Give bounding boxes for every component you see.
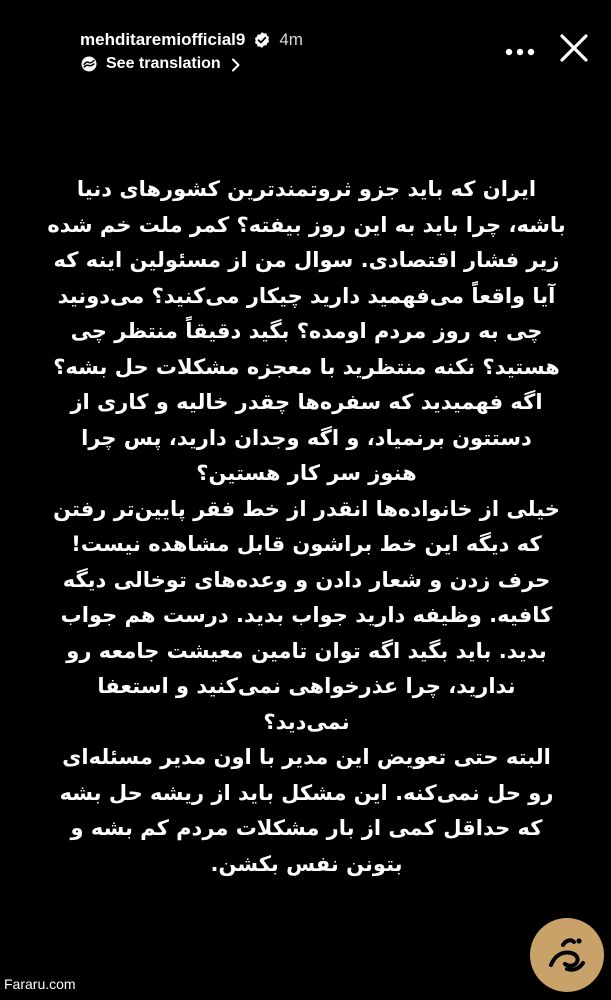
story-line: هنوز سر کار هستین؟: [196, 461, 417, 485]
story-line: نمی‌دید؟: [263, 709, 350, 734]
watermark-text: Fararu.com: [4, 976, 76, 992]
close-button[interactable]: [556, 32, 592, 68]
story-line: باشه، چرا باید به این روز بیفته؟ کمر ملت خم شده: [47, 212, 566, 237]
story-line: بدید. باید بگید اگه توان تامین معیشت جامعه رو: [66, 638, 547, 663]
story-text: [34, 172, 579, 882]
see-translation-label: See translation: [106, 55, 221, 72]
translate-icon: [80, 55, 98, 73]
story-line: رو حل نمی‌کنه. این مشکل باید از ریشه حل بشه: [59, 780, 554, 805]
user-row: [80, 30, 303, 50]
story-line: دستتون برنمیاد، و اگه وجدان دارید، پس چرا: [81, 425, 532, 450]
story-line: آیا واقعاً می‌فهمید دارید چیکار می‌کنید؟ می‌دونید: [57, 283, 556, 308]
story-line: کافیه. وظیفه دارید جواب بدید. درست هم جواب: [60, 603, 553, 627]
story-header: [0, 22, 611, 82]
more-options-button[interactable]: [502, 36, 538, 64]
chevron-right-icon: [231, 57, 241, 71]
story-line: هستید؟ نکنه منتظرید با معجزه مشکلات حل بشه؟: [53, 354, 560, 379]
story-time-ago: 4m: [279, 30, 303, 49]
story-line: البته حتی تعویض این مدیر با اون مدیر مسئله‌ای: [62, 745, 551, 769]
story-line: حرف زدن و شعار دادن و وعده‌های توخالی دیگه: [62, 567, 551, 592]
more-dots-icon: [505, 41, 535, 60]
fararu-logo: [530, 918, 604, 992]
verified-badge-icon: [253, 31, 271, 49]
story-line: زیر فشار اقتصادی. سوال من از مسئولین اینه که: [53, 248, 560, 272]
story-line: بتونن نفس بکشن.: [210, 851, 403, 876]
story-line: که حداقل کمی از بار مشکلات مردم کم بشه و: [70, 816, 543, 840]
story-line: که دیگه این خط براشون قابل مشاهده نیست!: [71, 532, 542, 556]
see-translation-button[interactable]: [80, 55, 241, 73]
username[interactable]: mehditaremiofficial9: [80, 30, 246, 49]
story-line: چی به روز مردم اومده؟ بگید دقیقاً منتظر چی: [70, 319, 543, 343]
close-icon: [559, 33, 589, 67]
story-line: ایران که باید جزو ثروتمندترین کشورهای دنیا: [76, 177, 537, 201]
story-line: ندارید، چرا عذرخواهی نمی‌کنید و استعفا: [97, 674, 516, 698]
story-line: اگه فهمیدید که سفره‌ها چقدر خالیه و کاری از: [70, 390, 543, 414]
story-line: خیلی از خانواده‌ها انقدر از خط فقر پایین‌تر رفتن: [53, 496, 560, 521]
